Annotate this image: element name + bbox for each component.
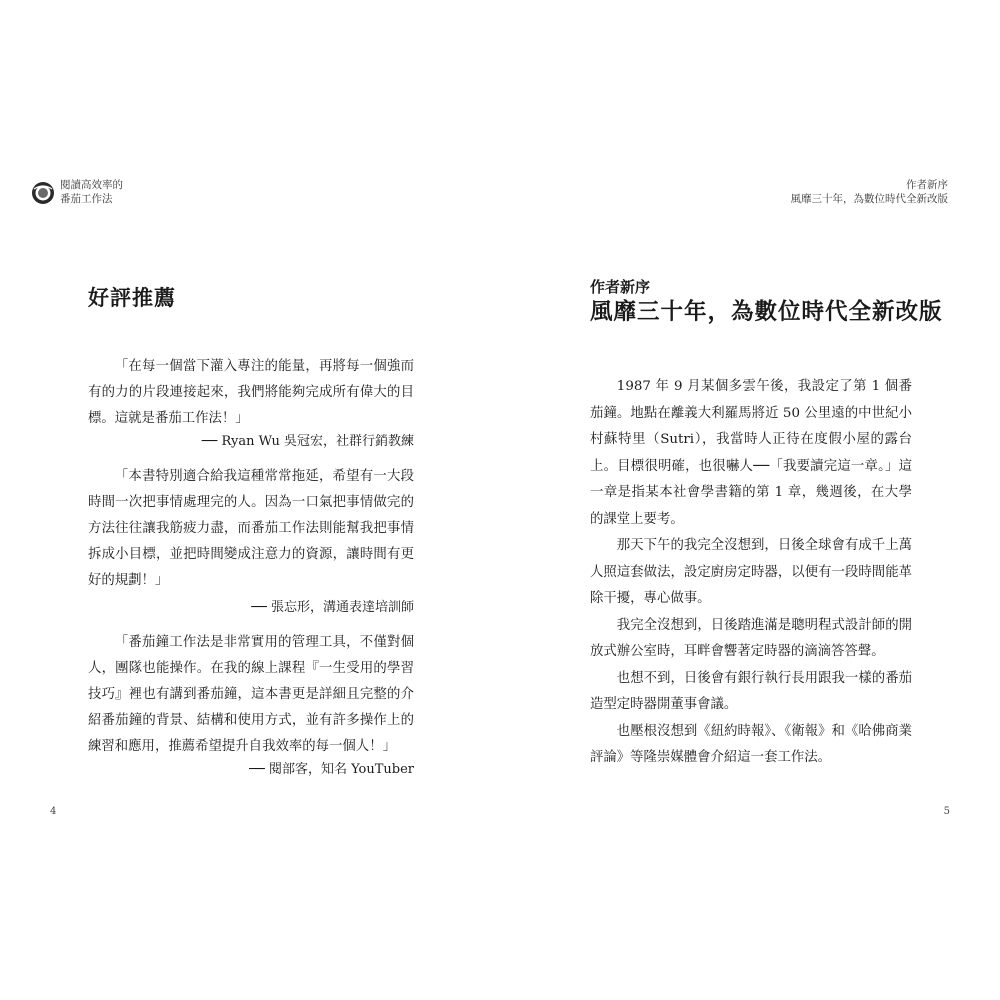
- tomato-logo-icon: [30, 180, 56, 206]
- review-attribution-2: ── 張忘形，溝通表達培訓師: [251, 600, 414, 615]
- running-header-right: [791, 178, 949, 206]
- chapter-title-header: 風靡三十年，為數位時代全新改版: [790, 193, 948, 205]
- chapter-label-header: 作者新序: [906, 179, 948, 191]
- page-title-left: 好評推薦: [88, 286, 176, 310]
- body-paragraph-1: 1987 年 9 月某個多雲午後，我設定了第 1 個番茄鐘。地點在離義大利羅馬將近 50 公里遠的中世紀小村蘇特里（Sutri），我當時人正待在度假小屋的露台上。目標很明確，也很嚇人──「我要讀完這一章。」這一章是指某本社會學書籍的第 1 章，幾週後，在大學的課堂上要考。: [590, 379, 912, 527]
- review-text: 「番茄鐘工作法是非常實用的管理工具，不僅對個人，團隊也能操作。在我的線上課程『一生受用的學習技巧』裡也有講到番茄鐘，這本書更是詳細且完整的介紹番茄鐘的背景、結構和使用方式，並有許多操作上的練習和應用，推薦希望提升自我效率的每一個人！」: [88, 635, 414, 754]
- body-paragraph-2: 那天下午的我完全沒想到，日後全球會有成千上萬人照這套做法，設定廚房定時器，以便有一段時間能革除干擾，專心做事。: [590, 538, 912, 606]
- page-number-right: 5: [943, 806, 950, 817]
- book-title-line2: 番茄工作法: [60, 193, 113, 205]
- body-paragraph-4: 也想不到，日後會有銀行執行長用跟我一樣的番茄造型定時器開董事會議。: [590, 670, 912, 712]
- running-header-left: [30, 178, 123, 206]
- review-attribution-1: ── Ryan Wu 吳冠宏，社群行銷教練: [201, 434, 414, 449]
- page-number-left: 4: [50, 806, 57, 817]
- review-quote-3: [88, 630, 414, 760]
- review-quote-1: [88, 354, 414, 432]
- body-paragraph-3: 我完全沒想到，日後踏進滿是聰明程式設計師的開放式辦公室時，耳畔會響著定時器的滴滴答答聲。: [590, 617, 912, 659]
- review-text: 「本書特別適合給我這種常常拖延，希望有一大段時間一次把事情處理完的人。因為一口氣把事情做完的方法往往讓我筋疲力盡，而番茄工作法則能幫我把事情拆成小目標，並把時間變成注意力的資源，讓時間有更好的規劃！」: [88, 469, 414, 588]
- preface-body: [590, 374, 912, 772]
- section-label: 作者新序: [590, 278, 651, 296]
- review-attribution-3: ── 閱部客，知名 YouTuber: [249, 762, 414, 777]
- review-quote-2: [88, 464, 414, 594]
- body-paragraph-5: 也壓根沒想到《紐約時報》、《衛報》和《哈佛商業評論》等隆崇媒體會介紹這一套工作法。: [590, 723, 912, 765]
- review-text: 「在每一個當下灌入專注的能量，再將每一個強而有的力的片段連接起來，我們將能夠完成所有偉大的目標。這就是番茄工作法！」: [88, 359, 414, 426]
- book-title-line1: 閱讀高效率的: [60, 179, 123, 191]
- page-title-right: 風靡三十年，為數位時代全新改版: [590, 299, 943, 325]
